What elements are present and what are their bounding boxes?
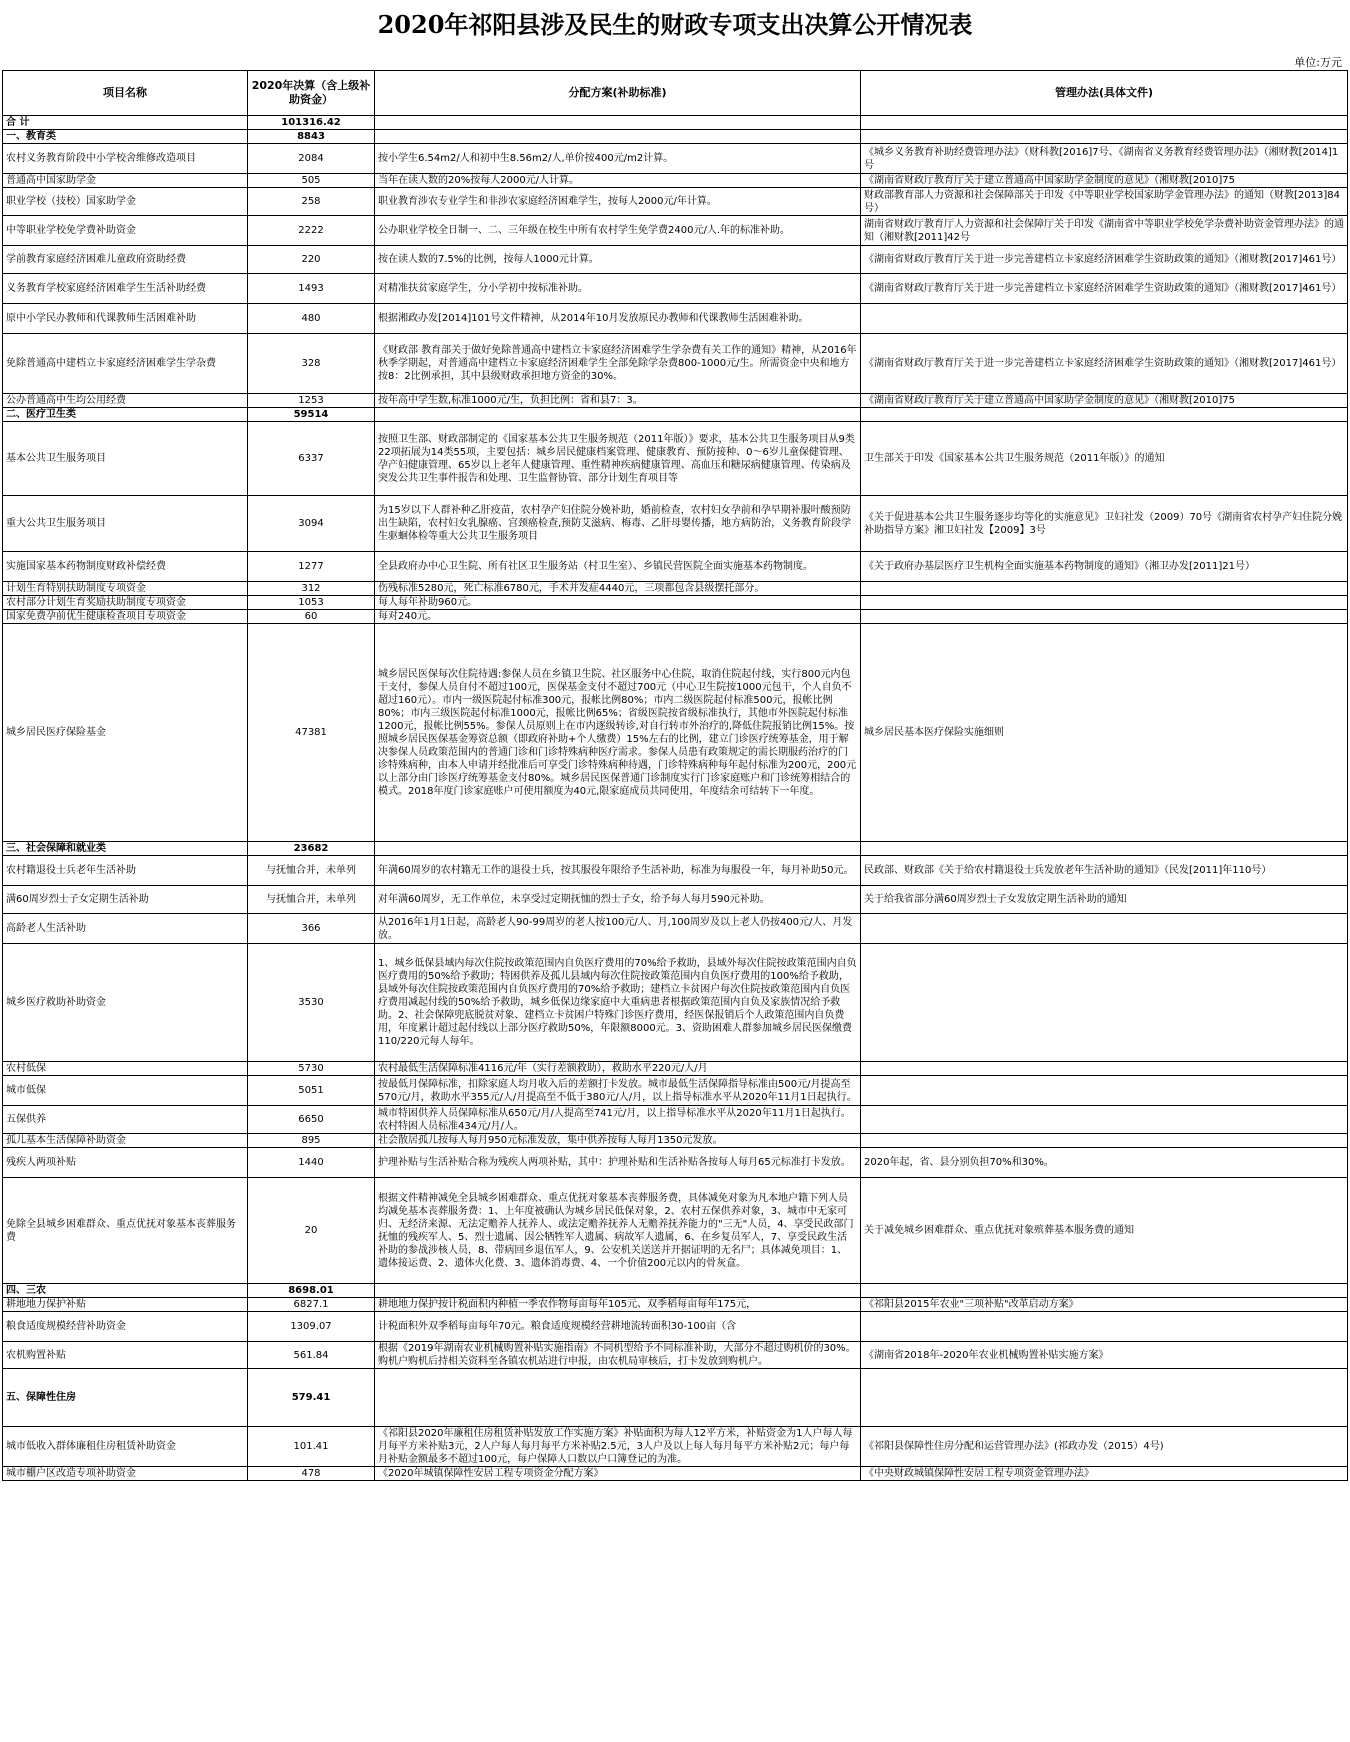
table-row [3, 1427, 1348, 1467]
plan-cell [375, 130, 861, 144]
amount-cell: 60 [248, 610, 375, 624]
plan-cell: 每人每年补助960元。 [375, 596, 861, 610]
project-name-cell: 国家免费孕前优生健康检查项目专项资金 [3, 610, 248, 624]
project-name-cell: 城乡居民医疗保险基金 [3, 624, 248, 842]
plan-cell: 全县政府办中心卫生院、所有社区卫生服务站（村卫生室）、乡镇民营医院全面实施基本药物制度。 [375, 552, 861, 582]
table-row [3, 1467, 1348, 1481]
table-row [3, 394, 1348, 408]
doc-cell: 《湖南省2018年-2020年农业机械购置补贴实施方案》 [861, 1342, 1348, 1369]
doc-cell [861, 1134, 1348, 1148]
table-row [3, 422, 1348, 496]
plan-cell: 每对240元。 [375, 610, 861, 624]
project-name-cell: 三、社会保障和就业类 [3, 842, 248, 856]
doc-cell [861, 304, 1348, 334]
amount-cell: 6827.1 [248, 1298, 375, 1312]
doc-cell: 《城乡义务教育补助经费管理办法》（财科教[2016]7号、《湖南省义务教育经费管理办法》（湘财教[2014]1号 [861, 144, 1348, 174]
amount-cell: 5051 [248, 1076, 375, 1106]
project-name-cell: 计划生育特别扶助制度专项资金 [3, 582, 248, 596]
doc-cell [861, 1076, 1348, 1106]
total-row [3, 116, 1348, 130]
table-row [3, 596, 1348, 610]
doc-cell: 民政部、财政部《关于给农村籍退役士兵发放老年生活补助的通知》（民发[2011]年110号） [861, 856, 1348, 886]
plan-cell: 计税面积外双季稻每亩每年70元。粮食适度规模经营耕地流转面积30-100亩（含 [375, 1312, 861, 1342]
amount-cell: 895 [248, 1134, 375, 1148]
project-name-cell: 城乡医疗救助补助资金 [3, 944, 248, 1062]
plan-cell: 《财政部 教育部关于做好免除普通高中建档立卡家庭经济困难学生学杂费有关工作的通知》精神，从2016年秋季学期起，对普通高中建档立卡家庭经济困难学生全部免除学杂费800-1000元/生。所需资金中央和地方按8：2比例承担，其中县级财政承担地方资金的30%。 [375, 334, 861, 394]
amount-cell: 8843 [248, 130, 375, 144]
table-row [3, 174, 1348, 188]
doc-cell: 《中央财政城镇保障性安居工程专项资金管理办法》 [861, 1467, 1348, 1481]
plan-cell: 根据湘政办发[2014]101号文件精神，从2014年10月发放原民办教师和代课教师生活困难补助。 [375, 304, 861, 334]
plan-cell: 《2020年城镇保障性安居工程专项资金分配方案》 [375, 1467, 861, 1481]
doc-cell: 关于减免城乡困难群众、重点优抚对象殡葬基本服务费的通知 [861, 1178, 1348, 1284]
doc-cell: 湖南省财政厅教育厅人力资源和社会保障厅关于印发《湖南省中等职业学校免学杂费补助资金管理办法》的通知（湘财教[2011]42号 [861, 216, 1348, 246]
amount-cell: 480 [248, 304, 375, 334]
project-name-cell: 公办普通高中生均公用经费 [3, 394, 248, 408]
project-name-cell: 重大公共卫生服务项目 [3, 496, 248, 552]
plan-cell [375, 116, 861, 130]
doc-cell: 卫生部关于印发《国家基本公共卫生服务规范（2011年版）》的通知 [861, 422, 1348, 496]
plan-cell: 社会散居孤儿按每人每月950元标准发放，集中供养按每人每月1350元发放。 [375, 1134, 861, 1148]
amount-cell: 478 [248, 1467, 375, 1481]
plan-cell: 为15岁以下人群补种乙肝疫苗，农村孕产妇住院分娩补助，婚前检查，农村妇女孕前和孕早期补服叶酸预防出生缺陷，农村妇女乳腺癌、宫颈癌检查,预防艾滋病、梅毒、乙肝母婴传播，地方病防治，义务教育阶段学生驱蛔体检等重大公共卫生服务项目 [375, 496, 861, 552]
amount-cell: 101316.42 [248, 116, 375, 130]
amount-cell: 579.41 [248, 1369, 375, 1427]
header-project-name: 项目名称 [3, 71, 248, 116]
project-name-cell: 实施国家基本药物制度财政补偿经费 [3, 552, 248, 582]
table-row [3, 914, 1348, 944]
amount-cell: 1253 [248, 394, 375, 408]
amount-cell: 1309.07 [248, 1312, 375, 1342]
amount-cell: 47381 [248, 624, 375, 842]
table-row [3, 624, 1348, 842]
table-row [3, 552, 1348, 582]
category-row [3, 842, 1348, 856]
project-name-cell: 满60周岁烈士子女定期生活补助 [3, 886, 248, 914]
amount-cell: 5730 [248, 1062, 375, 1076]
doc-cell: 《湖南省财政厅教育厅关于进一步完善建档立卡家庭经济困难学生资助政策的通知》（湘财教[2017]461号） [861, 274, 1348, 304]
project-name-cell: 中等职业学校免学费补助资金 [3, 216, 248, 246]
table-row [3, 1178, 1348, 1284]
project-name-cell: 农村低保 [3, 1062, 248, 1076]
plan-cell [375, 408, 861, 422]
project-name-cell: 五保供养 [3, 1106, 248, 1134]
doc-cell: 财政部教育部人力资源和社会保障部关于印发《中等职业学校国家助学金管理办法》的通知（财教[2013]84号） [861, 188, 1348, 216]
project-name-cell: 免除普通高中建档立卡家庭经济困难学生学杂费 [3, 334, 248, 394]
project-name-cell: 职业学校（技校）国家助学金 [3, 188, 248, 216]
plan-cell: 伤残标准5280元，死亡标准6780元，手术并发症4440元，三项都包含县级摆托部分。 [375, 582, 861, 596]
amount-cell: 59514 [248, 408, 375, 422]
table-row [3, 1062, 1348, 1076]
amount-cell: 2084 [248, 144, 375, 174]
table-row [3, 304, 1348, 334]
table-row [3, 1134, 1348, 1148]
plan-cell [375, 842, 861, 856]
project-name-cell: 四、三农 [3, 1284, 248, 1298]
project-name-cell: 残疾人两项补贴 [3, 1148, 248, 1178]
table-row [3, 1342, 1348, 1369]
amount-cell: 与抚恤合并，未单列 [248, 886, 375, 914]
doc-cell [861, 610, 1348, 624]
plan-cell: 根据文件精神减免全县城乡困难群众、重点优抚对象基本丧葬服务费，具体减免对象为凡本地户籍下列人员均减免基本丧葬服务费：1、上年度被确认为城乡居民低保对象，2、农村五保供养对象，3、城市中无家可归、无经济来源、无法定赡养人抚养人、或法定赡养抚养人无赡养抚养能力的"三无"人员，4、享受民政部门抚恤的残疾军人、5、烈士遗属、因公牺牲军人遗属、病故军人遗属，6、在乡复员军人，7、享受民政生活补助的参战涉核人员，8、带病回乡退伍军人，9、公安机关送送并开据证明的无名尸；具体减免项目：1、遗体接运费、2、遗体火化费、3、遗体消毒费、4、一个价值200元以内的骨灰盒。 [375, 1178, 861, 1284]
doc-cell: 关于给我省部分满60周岁烈士子女发放定期生活补助的通知 [861, 886, 1348, 914]
project-name-cell: 原中小学民办教师和代课教师生活困难补助 [3, 304, 248, 334]
table-row [3, 144, 1348, 174]
plan-cell: 按最低月保障标准，扣除家庭人均月收入后的差额打卡发放。城市最低生活保障指导标准由500元/月提高至570元/月，救助水平355元/人/月提高至不低于380元/人/月，以上指导标准水平从2020年11月1日起执行。 [375, 1076, 861, 1106]
project-name-cell: 耕地地力保护补贴 [3, 1298, 248, 1312]
plan-cell: 按小学生6.54m2/人和初中生8.56m2/人,单价按400元/m2计算。 [375, 144, 861, 174]
plan-cell: 按年高中学生数,标准1000元/生，负担比例：省和县7：3。 [375, 394, 861, 408]
project-name-cell: 五、保障性住房 [3, 1369, 248, 1427]
doc-cell: 《祁阳县保障性住房分配和运营管理办法》(祁政办发（2015）4号) [861, 1427, 1348, 1467]
project-name-cell: 义务教育学校家庭经济困难学生生活补助经费 [3, 274, 248, 304]
table-row [3, 496, 1348, 552]
amount-cell: 1440 [248, 1148, 375, 1178]
amount-cell: 220 [248, 246, 375, 274]
table-row [3, 216, 1348, 246]
doc-cell [861, 914, 1348, 944]
amount-cell: 561.84 [248, 1342, 375, 1369]
table-row [3, 246, 1348, 274]
table-row [3, 1148, 1348, 1178]
amount-cell: 23682 [248, 842, 375, 856]
amount-cell: 101.41 [248, 1427, 375, 1467]
doc-cell [861, 116, 1348, 130]
plan-cell [375, 1284, 861, 1298]
plan-cell: 根据《2019年湖南农业机械购置补贴实施指南》不同机型给予不同标准补助，大部分不超过购机价的30%。购机户购机后持相关资料至各镇农机站进行申报，由农机局审核后，打卡发放到购机户。 [375, 1342, 861, 1369]
amount-cell: 2222 [248, 216, 375, 246]
amount-cell: 1493 [248, 274, 375, 304]
amount-cell: 366 [248, 914, 375, 944]
doc-cell [861, 842, 1348, 856]
table-row [3, 1106, 1348, 1134]
plan-cell [375, 1369, 861, 1427]
table-row [3, 274, 1348, 304]
amount-cell: 3094 [248, 496, 375, 552]
doc-cell [861, 596, 1348, 610]
project-name-cell: 免除全县城乡困难群众、重点优抚对象基本丧葬服务费 [3, 1178, 248, 1284]
project-name-cell: 一、教育类 [3, 130, 248, 144]
table-row [3, 1298, 1348, 1312]
table-row [3, 334, 1348, 394]
doc-cell [861, 130, 1348, 144]
table-row [3, 1312, 1348, 1342]
project-name-cell: 城市棚户区改造专项补助资金 [3, 1467, 248, 1481]
plan-cell: 耕地地力保护按计税面积内种植一季农作物每亩每年105元、双季稻每亩每年175元， [375, 1298, 861, 1312]
project-name-cell: 基本公共卫生服务项目 [3, 422, 248, 496]
plan-cell: 对精准扶贫家庭学生，分小学初中按标准补助。 [375, 274, 861, 304]
plan-cell: 城乡居民医保每次住院待遇:参保人员在乡镇卫生院、社区服务中心住院，取消住院起付线，实行800元内包干支付，参保人员自付不超过100元，医保基金支付不超过700元（中心卫生院按1000元包干，个人自负不超过160元）。市内一级医院起付标准300元，报帐比例80%；市内二级医院起付标准500元，报帐比例80%；市内三级医院起付标准1000元，报帐比例65%；省级医院按省级标准执行，其他市外医院起付标准1200元，报帐比例55%。参保人员原则上在市内逐级转诊,对自行转市外治疗的,降低住院报销比例15%。按照城乡居民医保基金筹资总额（即政府补助+个人缴费）15%左右的比例，建立门诊医疗统筹基金，用于解决参保人员政策范围内的普通门诊和门诊特殊病种医疗需求。参保人员患有政策规定的需长期服药治疗的门诊特殊病种，由本人申请并经批准后可享受门诊特殊病种待遇，门诊特殊病种每年起付标准为200元，200元以上部分由门诊医疗统筹基金支付80%。城乡居民医保普通门诊制度实行门诊家庭账户和门诊统筹相结合的模式。2018年度门诊家庭账户可使用额度为40元,限家庭成员共同使用，年度结余可结转下一年度。 [375, 624, 861, 842]
plan-cell: 城市特困供养人员保障标准从650元/月/人提高至741元/月，以上指导标准水平从2020年11月1日起执行。农村特困人员标准434元/月/人。 [375, 1106, 861, 1134]
doc-cell [861, 1369, 1348, 1427]
category-row [3, 408, 1348, 422]
amount-cell: 1277 [248, 552, 375, 582]
plan-cell: 农村最低生活保障标准4116元/年（实行差额救助），救助水平220元/人/月 [375, 1062, 861, 1076]
table-row [3, 886, 1348, 914]
amount-cell: 6337 [248, 422, 375, 496]
plan-cell: 年满60周岁的农村籍无工作的退役士兵，按其服役年限给予生活补助，标准为每服役一年，每月补助50元。 [375, 856, 861, 886]
doc-cell: 城乡居民基本医疗保险实施细则 [861, 624, 1348, 842]
expenditure-table [2, 70, 1348, 1481]
plan-cell: 按在读人数的7.5%的比例，按每人1000元计算。 [375, 246, 861, 274]
plan-cell: 职业教育涉农专业学生和非涉农家庭经济困难学生，按每人2000元/年计算。 [375, 188, 861, 216]
amount-cell: 6650 [248, 1106, 375, 1134]
project-name-cell: 合 计 [3, 116, 248, 130]
amount-cell: 20 [248, 1178, 375, 1284]
project-name-cell: 二、医疗卫生类 [3, 408, 248, 422]
doc-cell: 《关于政府办基层医疗卫生机构全面实施基本药物制度的通知》（湘卫办发[2011]21号） [861, 552, 1348, 582]
project-name-cell: 学前教育家庭经济困难儿童政府资助经费 [3, 246, 248, 274]
plan-cell: 当年在读人数的20%按每人2000元/人计算。 [375, 174, 861, 188]
project-name-cell: 普通高中国家助学金 [3, 174, 248, 188]
plan-cell: 1、城乡低保县域内每次住院按政策范围内自负医疗费用的70%给予救助，县域外每次住院按政策范围内自负医疗费用的50%给予救助；特困供养及孤儿县域内每次住院按政策范围内自负医疗费用的100%给予救助，县域外每次住院按政策范围内自负医疗费用的70%给予救助；建档立卡贫困户每次住院按政策范围内自负医疗费用减起付线的50%给予救助，城乡低保边缘家庭中大重病患者根据政策范围内自负及家族情况给予救助。2、社会保障兜底脱贫对象、建档立卡贫困户特殊门诊医疗费用，经医保报销后个人政策范围内自负费用，年度累计超过起付线以上部分医疗救助50%，年限额8000元。3、资助困难人群参加城乡居民医保缴费110/220元每人每年。 [375, 944, 861, 1062]
table-row [3, 610, 1348, 624]
project-name-cell: 孤儿基本生活保障补助资金 [3, 1134, 248, 1148]
doc-cell: 《湖南省财政厅教育厅关于进一步完善建档立卡家庭经济困难学生资助政策的通知》（湘财教[2017]461号） [861, 246, 1348, 274]
amount-cell: 312 [248, 582, 375, 596]
header-plan: 分配方案(补助标准) [375, 71, 861, 116]
amount-cell: 与抚恤合并，未单列 [248, 856, 375, 886]
table-row [3, 944, 1348, 1062]
amount-cell: 328 [248, 334, 375, 394]
project-name-cell: 城市低保 [3, 1076, 248, 1106]
doc-cell: 《湖南省财政厅教育厅关于建立普通高中国家助学金制度的意见》（湘财教[2010]75 [861, 174, 1348, 188]
plan-cell: 公办职业学校全日制一、二、三年级在校生中所有农村学生免学费2400元/人.年的标准补助。 [375, 216, 861, 246]
doc-cell: 《湖南省财政厅教育厅关于进一步完善建档立卡家庭经济困难学生资助政策的通知》（湘财教[2017]461号） [861, 334, 1348, 394]
project-name-cell: 城市低收入群体廉租住房租赁补助资金 [3, 1427, 248, 1467]
project-name-cell: 农村部分计划生育奖励扶助制度专项资金 [3, 596, 248, 610]
page-title: 2020年祁阳县涉及民生的财政专项支出决算公开情况表 [377, 10, 973, 39]
plan-cell: 从2016年1月1日起，高龄老人90-99周岁的老人按100元/人、月,100周岁及以上老人仍按400元/人、月发放。 [375, 914, 861, 944]
category-row [3, 130, 1348, 144]
project-name-cell: 农机购置补贴 [3, 1342, 248, 1369]
doc-cell: 《祁阳县2015年农业"三项补贴"改革启动方案》 [861, 1298, 1348, 1312]
doc-cell: 《湖南省财政厅教育厅关于建立普通高中国家助学金制度的意见》（湘财教[2010]75 [861, 394, 1348, 408]
table-row [3, 1076, 1348, 1106]
doc-cell [861, 1106, 1348, 1134]
category-row [3, 1369, 1348, 1427]
doc-cell [861, 582, 1348, 596]
plan-cell: 对年满60周岁，无工作单位，未享受过定期抚恤的烈士子女，给予每人每月590元补助。 [375, 886, 861, 914]
header-row [3, 71, 1348, 116]
table-row [3, 856, 1348, 886]
amount-cell: 505 [248, 174, 375, 188]
doc-cell [861, 408, 1348, 422]
header-amount: 2020年决算（含上级补助资金） [248, 71, 375, 116]
plan-cell: 按照卫生部、财政部制定的《国家基本公共卫生服务规范（2011年版）》要求，基本公共卫生服务项目从9类22项拓展为14类55项，主要包括：城乡居民健康档案管理、健康教育、预防接种、0～6岁儿童保健管理、孕产妇健康管理、65岁以上老年人健康管理、重性精神疾病健康管理、高血压和糖尿病健康管理、传染病及突发公共卫生事件报告和处理、卫生监督协管、部分计划生育项目等 [375, 422, 861, 496]
doc-cell [861, 1312, 1348, 1342]
amount-cell: 8698.01 [248, 1284, 375, 1298]
doc-cell [861, 1284, 1348, 1298]
doc-cell [861, 1062, 1348, 1076]
table-body [3, 116, 1348, 1481]
plan-cell: 《祁阳县2020年廉租住房租赁补贴发放工作实施方案》补贴面积为每人12平方米，补贴资金为1人户每人每月每平方米补贴3元，2人户每人每月每平方米补贴2.5元，3人户及以上每人每月每平方米补贴2元；每户每月补贴金额最多不超过100元，每户保障人口数以户口簿登记的为准。 [375, 1427, 861, 1467]
table-row [3, 582, 1348, 596]
category-row [3, 1284, 1348, 1298]
table-row [3, 188, 1348, 216]
project-name-cell: 农村义务教育阶段中小学校舍维修改造项目 [3, 144, 248, 174]
doc-cell [861, 944, 1348, 1062]
unit-label: 单位:万元 [1294, 56, 1342, 69]
amount-cell: 258 [248, 188, 375, 216]
doc-cell: 《关于促进基本公共卫生服务逐步均等化的实施意见》卫妇社发（2009）70号《湖南省农村孕产妇住院分娩补助指导方案》湘卫妇社发【2009】3号 [861, 496, 1348, 552]
plan-cell: 护理补贴与生活补贴合称为残疾人两项补贴，其中：护理补贴和生活补贴各按每人每月65元标准打卡发放。 [375, 1148, 861, 1178]
amount-cell: 1053 [248, 596, 375, 610]
doc-cell: 2020年起，省、县分别负担70%和30%。 [861, 1148, 1348, 1178]
amount-cell: 3530 [248, 944, 375, 1062]
project-name-cell: 粮食适度规模经营补助资金 [3, 1312, 248, 1342]
project-name-cell: 农村籍退役士兵老年生活补助 [3, 856, 248, 886]
project-name-cell: 高龄老人生活补助 [3, 914, 248, 944]
header-doc: 管理办法(具体文件) [861, 71, 1348, 116]
